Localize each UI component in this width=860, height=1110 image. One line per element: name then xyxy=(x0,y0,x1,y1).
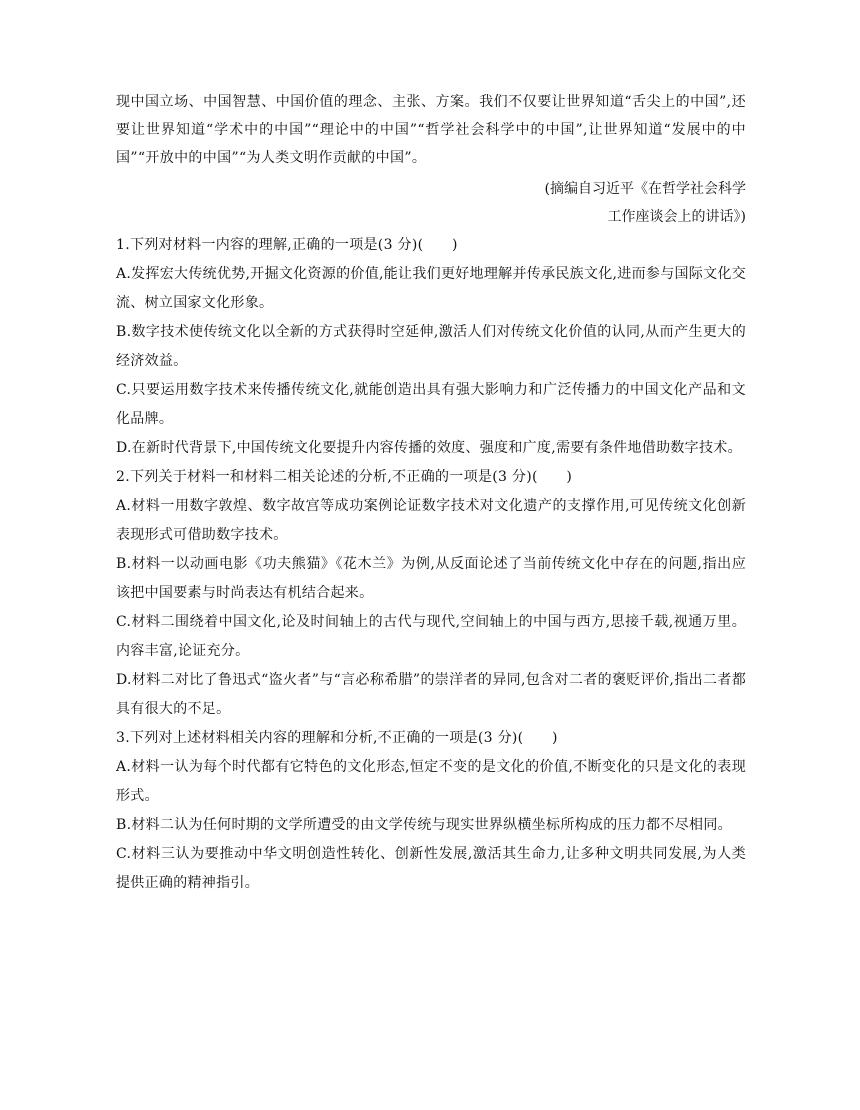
option-b[interactable]: B.数字技术使传统文化以全新的方式获得时空延伸,激活人们对传统文化价值的认同,从而产生更大的经济效益。 xyxy=(116,324,746,369)
option-c[interactable]: C.材料三认为要推动中华文明创造性转化、创新性发展,激活其生命力,让多种文明共同发展,为人类提供正确的精神指引。 xyxy=(116,846,746,891)
citation xyxy=(116,175,746,231)
option-b[interactable]: B.材料一以动画电影《功夫熊猫》《花木兰》为例,从反面论述了当前传统文化中存在的问题,指出应该把中国要素与时尚表达有机结合起来。 xyxy=(116,556,746,601)
question-2 xyxy=(116,463,746,724)
option-a[interactable]: A.材料一认为每个时代都有它特色的文化形态,恒定不变的是文化的价值,不断变化的只是文化的表现形式。 xyxy=(116,759,746,804)
question-stem: 3.下列对上述材料相关内容的理解和分析,不正确的一项是(3 分)( ) xyxy=(116,730,558,746)
citation-line-2: 工作座谈会上的讲话》) xyxy=(607,209,746,225)
question-3 xyxy=(116,724,746,898)
option-a[interactable]: A.材料一用数字敦煌、数字故宫等成功案例论证数字技术对文化遗产的支撑作用,可见传统文化创新表现形式可借助数字技术。 xyxy=(116,498,746,543)
option-b[interactable]: B.材料二认为任何时期的文学所遭受的由文学传统与现实世界纵横坐标所构成的压力都不尽相同。 xyxy=(116,817,732,833)
citation-line-1: (摘编自习近平《在哲学社会科学 xyxy=(544,181,746,197)
question-stem: 2.下列关于材料一和材料二相关论述的分析,不正确的一项是(3 分)( ) xyxy=(116,469,573,485)
option-c[interactable]: C.只要运用数字技术来传播传统文化,就能创造出具有强大影响力和广泛传播力的中国文化产品和文化品牌。 xyxy=(116,382,746,427)
option-a[interactable]: A.发挥宏大传统优势,开掘文化资源的价值,能让我们更好地理解并传承民族文化,进而参与国际文化交流、树立国家文化形象。 xyxy=(116,266,747,311)
document-content xyxy=(116,88,746,898)
option-d[interactable]: D.在新时代背景下,中国传统文化要提升内容传播的效度、强度和广度,需要有条件地借助数字技术。 xyxy=(116,440,742,456)
question-stem: 1.下列对材料一内容的理解,正确的一项是(3 分)( ) xyxy=(116,237,458,253)
option-c[interactable]: C.材料二围绕着中国文化,论及时间轴上的古代与现代,空间轴上的中国与西方,思接千载,视通万里。内容丰富,论证充分。 xyxy=(116,614,746,659)
intro-paragraph: 现中国立场、中国智慧、中国价值的理念、主张、方案。我们不仅要让世界知道“舌尖上的中国”,还要让世界知道“学术中的中国”“理论中的中国”“哲学社会科学中的中国”,让世界知道“发展中的中国”“开放中的中国”“为人类文明作贡献的中国”。 xyxy=(116,94,746,166)
question-1 xyxy=(116,231,746,463)
option-d[interactable]: D.材料二对比了鲁迅式“盗火者”与“言必称希腊”的崇洋者的异同,包含对二者的褒贬评价,指出二者都具有很大的不足。 xyxy=(116,672,746,717)
